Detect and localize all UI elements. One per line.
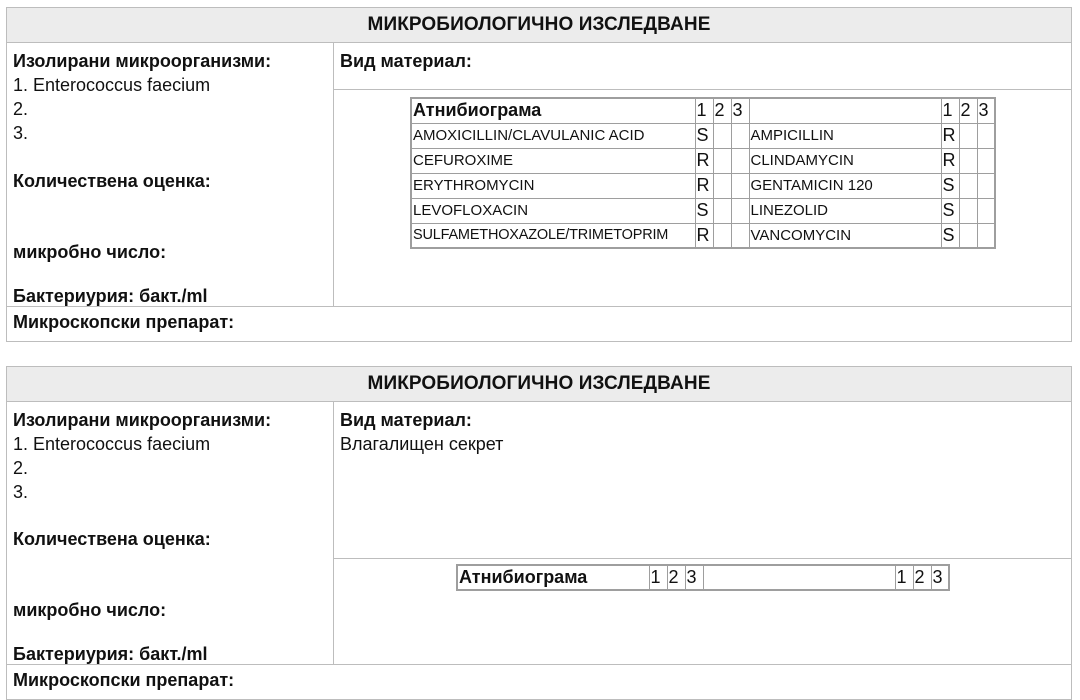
antibiogram-row <box>411 148 995 173</box>
col-header: 2 <box>713 98 731 123</box>
col-header: 2 <box>913 565 931 590</box>
col-header: 3 <box>685 565 703 590</box>
organism-1: 1. Enterococcus faecium <box>13 75 211 95</box>
col-header: 3 <box>731 98 749 123</box>
organism-1: 1. Enterococcus faecium <box>13 434 211 454</box>
result-cell-empty <box>977 148 995 173</box>
material-section <box>334 43 1071 90</box>
antibiogram-row <box>411 198 995 223</box>
microscopy-label: Микроскопски препарат: <box>13 670 235 690</box>
result-cell-empty <box>713 198 731 223</box>
isolated-label: Изолирани микроорганизми: <box>13 410 272 430</box>
antibiogram-header-row <box>411 98 995 123</box>
col-header: 1 <box>649 565 667 590</box>
result-cell-empty <box>977 223 995 248</box>
result-cell-empty <box>959 198 977 223</box>
quant-label: Количествена оценка: <box>13 529 211 549</box>
susceptibility-result: R <box>695 148 713 173</box>
result-cell-empty <box>977 123 995 148</box>
result-cell-empty <box>713 173 731 198</box>
antibiotic-name: SULFAMETHOXAZOLE/TRIMETOPRIM <box>411 223 695 248</box>
organism-3: 3. <box>13 123 29 143</box>
antibiogram-title: Атнибиограма <box>457 565 649 590</box>
antibiogram-table <box>456 564 950 591</box>
col-header: 3 <box>931 565 949 590</box>
material-value: Влагалищен секрет <box>340 434 504 454</box>
antibiogram-row <box>411 223 995 248</box>
result-cell-empty <box>731 148 749 173</box>
report-body <box>7 43 1071 307</box>
count-label: микробно число: <box>13 600 167 620</box>
report-title: МИКРОБИОЛОГИЧНО ИЗСЛЕДВАНЕ <box>7 367 1071 402</box>
antibiotic-name: AMOXICILLIN/CLAVULANIC ACID <box>411 123 695 148</box>
result-cell-empty <box>731 223 749 248</box>
microscopy-row <box>7 664 1071 699</box>
susceptibility-result: S <box>941 223 959 248</box>
organism-3: 3. <box>13 482 29 502</box>
antibiogram-row <box>411 123 995 148</box>
antibiotic-name: VANCOMYCIN <box>749 223 941 248</box>
result-cell-empty <box>959 148 977 173</box>
quant-label: Количествена оценка: <box>13 171 211 191</box>
susceptibility-result: S <box>941 198 959 223</box>
material-panel <box>334 402 1071 664</box>
material-label: Вид материал: <box>340 410 472 430</box>
report-title: МИКРОБИОЛОГИЧНО ИЗСЛЕДВАНЕ <box>7 8 1071 43</box>
antibiogram-table <box>410 97 996 249</box>
report-body <box>7 402 1071 665</box>
col-header: 1 <box>895 565 913 590</box>
microscopy-row <box>7 306 1071 341</box>
result-cell-empty <box>713 148 731 173</box>
antibiotic-name: LINEZOLID <box>749 198 941 223</box>
result-cell-empty <box>977 198 995 223</box>
result-cell-empty <box>731 123 749 148</box>
col-header: 2 <box>959 98 977 123</box>
result-cell-empty <box>713 223 731 248</box>
col-header: 1 <box>941 98 959 123</box>
result-cell-empty <box>959 123 977 148</box>
antibiotic-name: GENTAMICIN 120 <box>749 173 941 198</box>
count-label: микробно число: <box>13 242 167 262</box>
antibiogram-row <box>411 173 995 198</box>
col-header: 1 <box>695 98 713 123</box>
antibiotic-name: AMPICILLIN <box>749 123 941 148</box>
result-cell-empty <box>959 173 977 198</box>
organism-2: 2. <box>13 458 29 478</box>
antibiogram-section <box>334 90 1071 306</box>
result-cell-empty <box>731 198 749 223</box>
bacteriuria-label: Бактериурия: бакт./ml <box>13 644 208 664</box>
antibiotic-name: ERYTHROMYCIN <box>411 173 695 198</box>
microbiology-report-1 <box>6 7 1072 342</box>
susceptibility-result: R <box>941 123 959 148</box>
antibiotic-name: CLINDAMYCIN <box>749 148 941 173</box>
material-label: Вид материал: <box>340 51 472 71</box>
susceptibility-result: R <box>941 148 959 173</box>
susceptibility-result: S <box>695 123 713 148</box>
microbiology-report-2 <box>6 366 1072 700</box>
antibiotic-name: LEVOFLOXACIN <box>411 198 695 223</box>
col-header: 2 <box>667 565 685 590</box>
susceptibility-result: R <box>695 173 713 198</box>
material-panel <box>334 43 1071 306</box>
bacteriuria-label: Бактериурия: бакт./ml <box>13 286 208 306</box>
antibiogram-header-row <box>457 565 949 590</box>
col-header: 3 <box>977 98 995 123</box>
susceptibility-result: S <box>941 173 959 198</box>
isolated-label: Изолирани микроорганизми: <box>13 51 272 71</box>
result-cell-empty <box>959 223 977 248</box>
organisms-panel <box>7 43 334 306</box>
susceptibility-result: S <box>695 198 713 223</box>
result-cell-empty <box>977 173 995 198</box>
microscopy-label: Микроскопски препарат: <box>13 312 235 332</box>
result-cell-empty <box>731 173 749 198</box>
result-cell-empty <box>713 123 731 148</box>
antibiogram-title: Атнибиограма <box>411 98 695 123</box>
susceptibility-result: R <box>695 223 713 248</box>
organism-2: 2. <box>13 99 29 119</box>
antibiotic-name: CEFUROXIME <box>411 148 695 173</box>
antibiotic-header-blank <box>749 98 941 123</box>
antibiogram-section <box>334 559 1071 664</box>
antibiotic-header-blank <box>703 565 895 590</box>
material-section <box>334 402 1071 559</box>
organisms-panel <box>7 402 334 664</box>
